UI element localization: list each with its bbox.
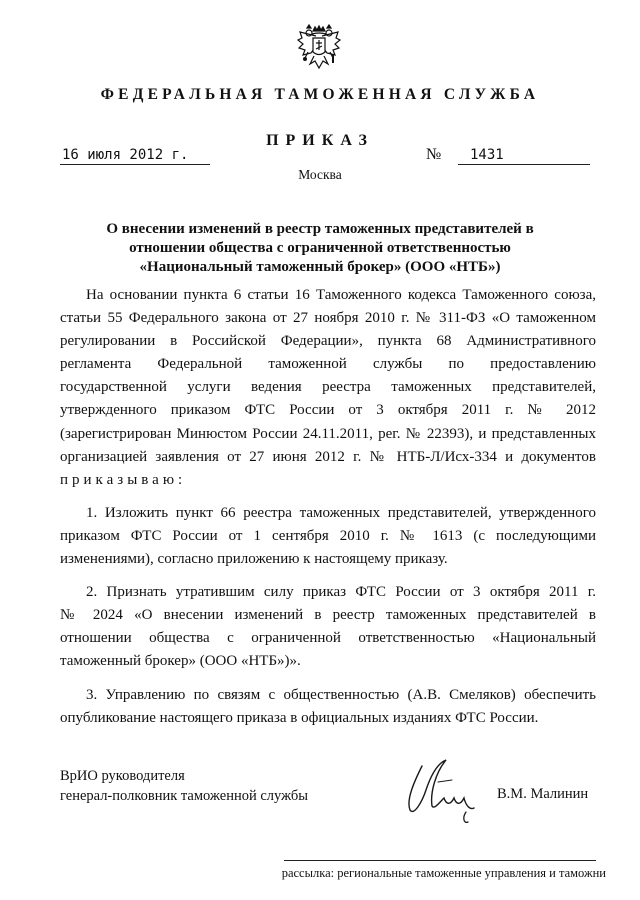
order-date: 16 июля 2012 г. [60,147,210,165]
order-title-line: «Национальный таможенный брокер» (ООО «НТБ») [139,259,501,275]
signatory-position-line: генерал-полковник таможенной службы [60,788,309,804]
body-line: статьи 55 Федерального закона от 27 ноября 2010 г. № 311-ФЗ «О таможенном [60,310,596,327]
body-line: приказом ФТС России от 1 сентября 2010 г. № 1613 (с последующими [60,527,596,544]
body-line: таможенный брокер» (ООО «НТБ»)». [60,653,301,670]
document-type: ПРИКАЗ [266,132,374,149]
coat-of-arms-eagle-icon [296,22,342,72]
city: Москва [298,167,342,182]
distribution-rule [284,860,596,861]
body-line: изменениями), согласно приложению к настоящему приказу. [60,551,448,568]
body-line: утвержденного приказом ФТС России от 3 октября 2011 г. № 2012 [60,402,596,419]
agency-name: ФЕДЕРАЛЬНАЯ ТАМОЖЕННАЯ СЛУЖБА [100,86,540,103]
order-title-line: отношении общества с ограниченной ответственностью [129,240,511,256]
signatory-name: В.М. Малинин [497,786,589,802]
body-line: регламента Федеральной таможенной службы по предоставлению [60,356,596,373]
body-line: 2. Признать утратившим силу приказ ФТС России от 3 октября 2011 г. [86,584,596,601]
handwritten-signature-icon [392,752,484,826]
body-line: № 2024 «О внесении изменений в реестр таможенных представителей в [60,607,596,624]
body-line: 3. Управлению по связям с общественностью (А.В. Смеляков) обеспечить [86,686,596,703]
order-body [60,284,596,730]
body-line: отношении общества с ограниченной ответственностью «Национальный [60,630,596,647]
order-number: 1431 [458,147,590,165]
body-line: государственной услуги ведения реестра таможенных представителей, [60,379,596,396]
order-number-label: № [426,146,442,163]
body-line: регулировании в Российской Федерации», пункта 68 Административного [60,333,596,350]
signatory-position-line: ВрИО руководителя [60,768,185,784]
body-line: 1. Изложить пункт 66 реестра таможенных представителей, утвержденного [86,504,596,521]
distribution-list: рассылка: региональные таможенные управления и таможни [281,866,606,880]
body-line: На основании пункта 6 статьи 16 Таможенного кодекса Таможенного союза, [86,287,596,303]
order-title-line: О внесении изменений в реестр таможенных представителей в [106,221,534,237]
signatory-position [60,766,308,806]
body-line: (зарегистрирован Минюстом России 24.11.2011, рег. № 22393), и представленных [60,425,596,442]
body-line: организацией заявления от 27 июня 2012 г. № НТБ-Л/Исх-334 и документов [60,448,596,465]
decree-word: приказываю: [60,471,187,488]
body-line: опубликование настоящего приказа в официальных изданиях ФТС России. [60,709,539,726]
order-title [60,220,580,277]
